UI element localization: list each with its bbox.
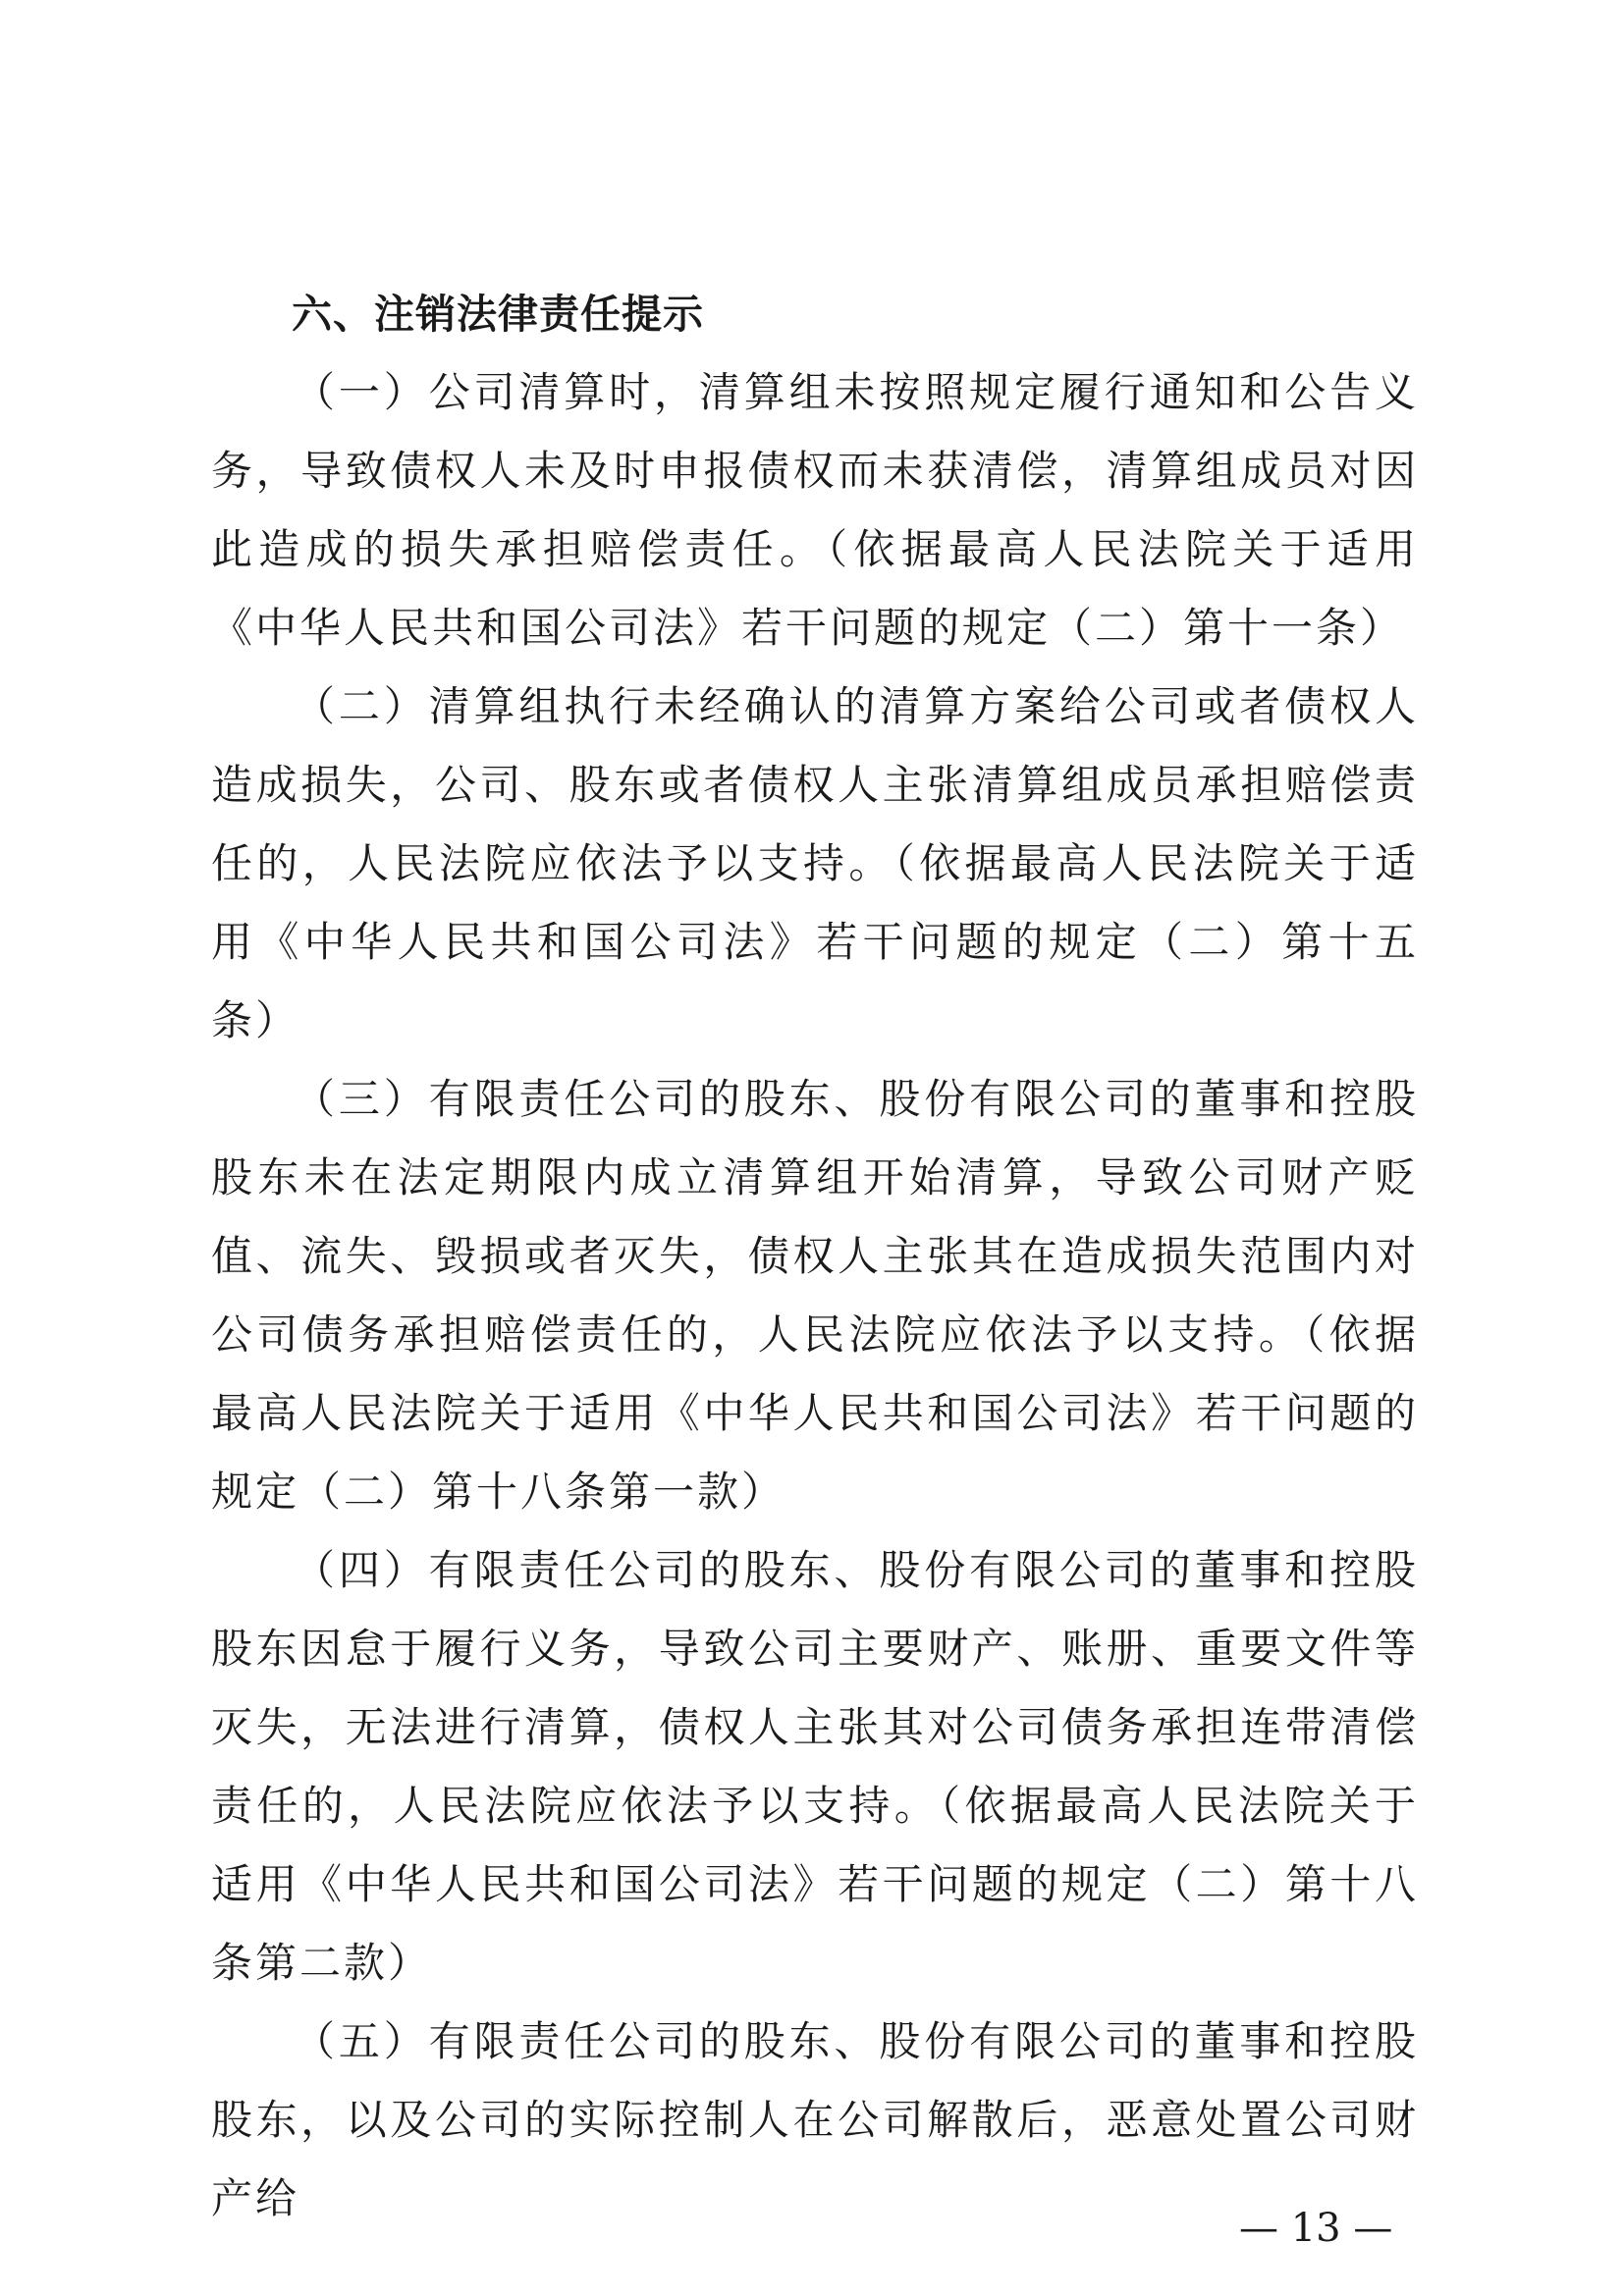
paragraph-5: （五）有限责任公司的股东、股份有限公司的董事和控股股东，以及公司的实际控制人在公司解散后，恶意处置公司财产给 — [211, 2017, 1419, 2222]
paragraph-3: （三）有限责任公司的股东、股份有限公司的董事和控股股东未在法定期限内成立清算组开始清算，导致公司财产贬值、流失、毁损或者灭失，债权人主张其在造成损失范围内对公司债务承担赔偿责任的，人民法院应依法予以支持。（依据最高人民法院关于适用《中华人民共和国公司法》若干问题的规定（二）第十八条第一款） — [211, 1075, 1419, 1516]
page-number: — 13 — — [1239, 2206, 1393, 2251]
paragraph-4: （四）有限责任公司的股东、股份有限公司的董事和控股股东因怠于履行义务，导致公司主要财产、账册、重要文件等灭失，无法进行清算，债权人主张其对公司债务承担连带清偿责任的，人民法院应依法予以支持。（依据最高人民法院关于适用《中华人民共和国公司法》若干问题的规定（二）第十八条第二款） — [211, 1546, 1419, 1987]
page-content — [211, 275, 1419, 2238]
paragraph-1: （一）公司清算时，清算组未按照规定履行通知和公告义务，导致债权人未及时申报债权而未获清偿，清算组成员对因此造成的损失承担赔偿责任。（依据最高人民法院关于适用《中华人民共和国公司法》若干问题的规定（二）第十一条） — [211, 368, 1419, 652]
paragraph-2: （二）清算组执行未经确认的清算方案给公司或者债权人造成损失，公司、股东或者债权人主张清算组成员承担赔偿责任的，人民法院应依法予以支持。（依据最高人民法院关于适用《中华人民共和国公司法》若干问题的规定（二）第十五条） — [211, 682, 1419, 1044]
section-heading: 六、注销法律责任提示 — [292, 291, 704, 338]
